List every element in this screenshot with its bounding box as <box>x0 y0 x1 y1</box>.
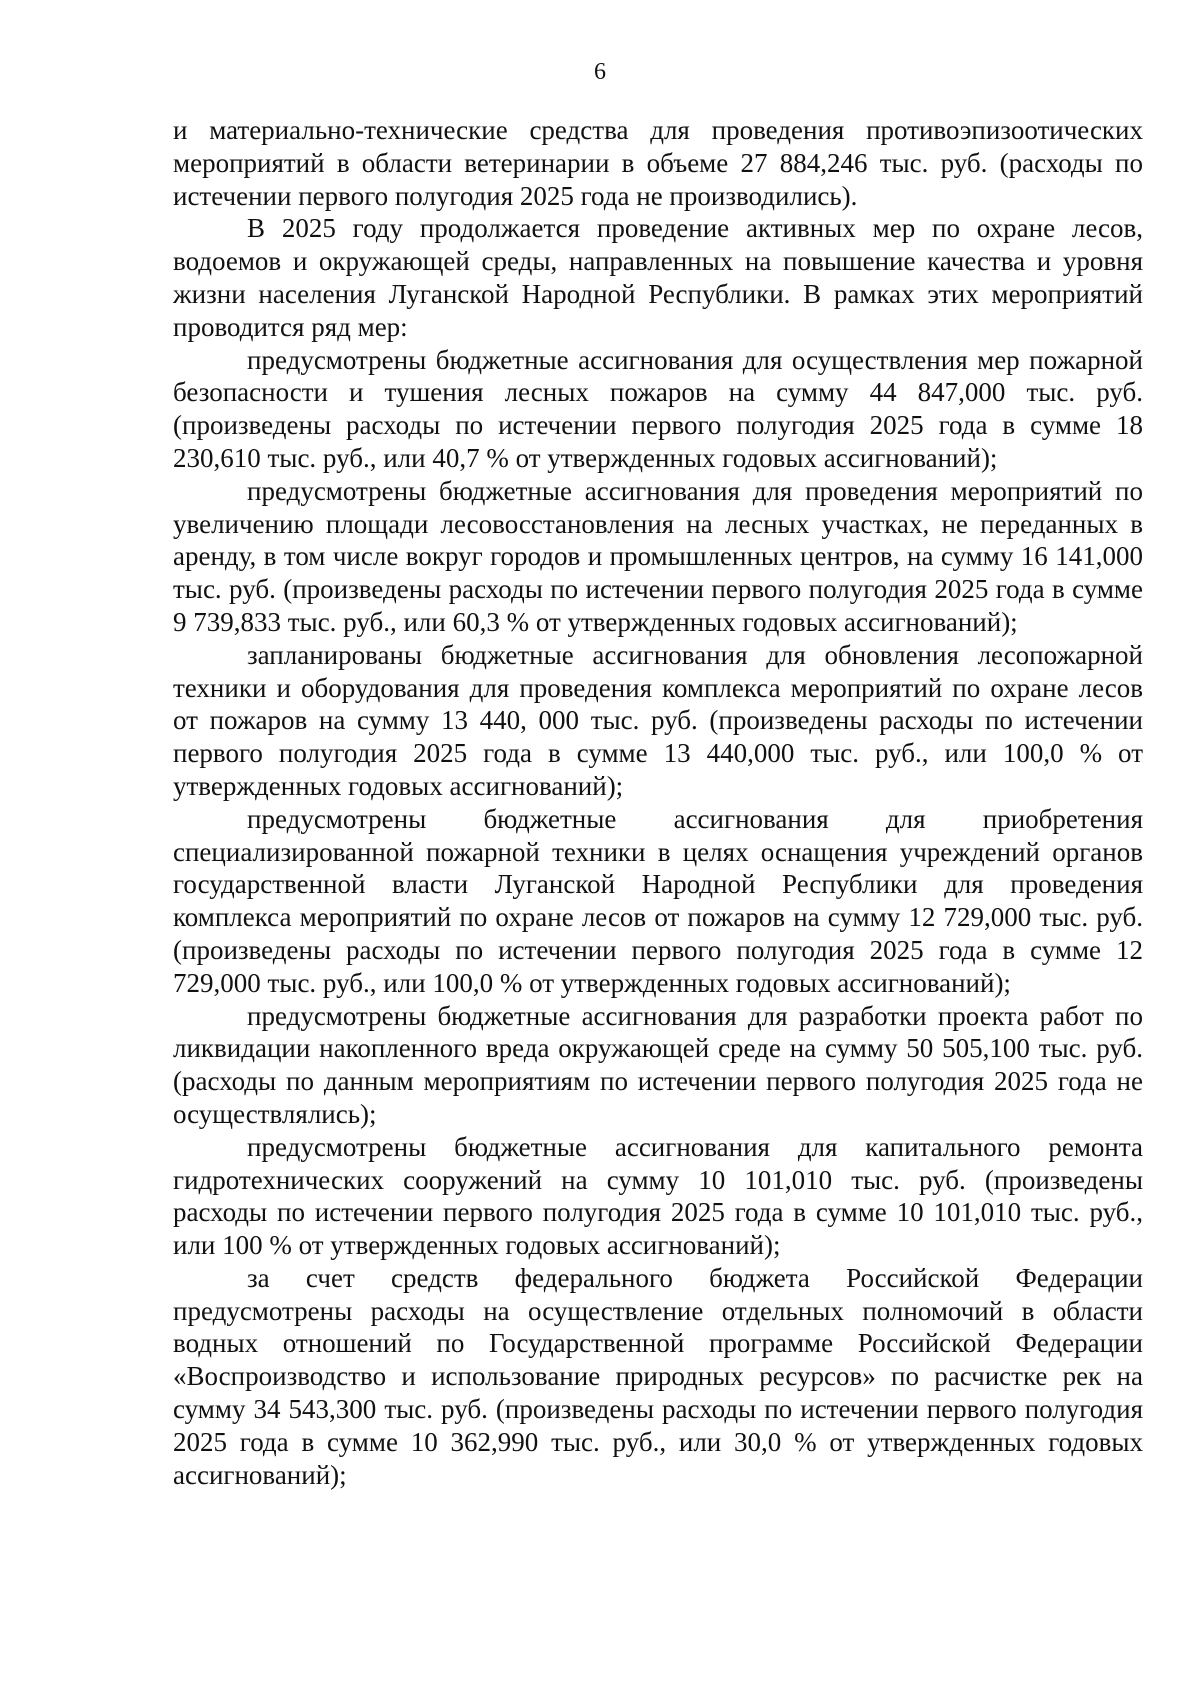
paragraph-river-clearing: за счет средств федерального бюджета Российской Федерации предусмотрены расходы на осуществление отдельных полномочий в области водных отношений по Государственной программе Российской Федерации «Воспроизводство и использование природных ресурсов» по расчистке рек на сумму 34 543,300 тыс. руб. (произведены расходы по истечении первого полугодия 2025 года в сумме 10 362,990 тыс. руб., или 30,0 % от утвержденных годовых ассигнований); <box>173 1262 1143 1490</box>
paragraph-fire-safety: предусмотрены бюджетные ассигнования для осуществления мер пожарной безопасности и тушения лесных пожаров на сумму 44 847,000 тыс. руб. (произведены расходы по истечении первого полугодия 2025 года в сумме 18 230,610 тыс. руб., или 40,7 % от утвержденных годовых ассигнований); <box>173 344 1143 473</box>
document-body <box>173 114 1143 1491</box>
paragraph-fire-vehicles: предусмотрены бюджетные ассигнования для приобретения специализированной пожарной техники в целях оснащения учреждений органов государственной власти Луганской Народной Республики для проведения комплекса мероприятий по охране лесов от пожаров на сумму 12 729,000 тыс. руб. (произведены расходы по истечении первого полугодия 2025 года в сумме 12 729,000 тыс. руб., или 100,0 % от утвержденных годовых ассигнований); <box>173 803 1143 998</box>
page-number: 6 <box>594 59 606 85</box>
paragraph-hydraulic-repair: предусмотрены бюджетные ассигнования для капитального ремонта гидротехнических сооружений на сумму 10 101,010 тыс. руб. (произведены расходы по истечении первого полугодия 2025 года в сумме 10 101,010 тыс. руб., или 100 % от утвержденных годовых ассигнований); <box>173 1131 1143 1261</box>
paragraph-reforestation: предусмотрены бюджетные ассигнования для проведения мероприятий по увеличению площади лесовосстановления на лесных участках, не переданных в аренду, в том числе вокруг городов и промышленных центров, на сумму 16 141,000 тыс. руб. (произведены расходы по истечении первого полугодия 2025 года в сумме 9 739,833 тыс. руб., или 60,3 % от утвержденных годовых ассигнований); <box>173 475 1143 637</box>
paragraph-fire-equipment-update: запланированы бюджетные ассигнования для обновления лесопожарной техники и оборудования для проведения комплекса мероприятий по охране лесов от пожаров на сумму 13 440, 000 тыс. руб. (произведены расходы по истечении первого полугодия 2025 года в сумме 13 440,000 тыс. руб., или 100,0 % от утвержденных годовых ассигнований); <box>173 639 1143 801</box>
paragraph-intro: В 2025 году продолжается проведение активных мер по охране лесов, водоемов и окружающей среды, направленных на повышение качества и уровня жизни населения Луганской Народной Республики. В рамках этих мероприятий проводится ряд мер: <box>173 213 1143 342</box>
paragraph-continuation: и материально-технические средства для проведения противоэпизоотических мероприятий в области ветеринарии в объеме 27 884,246 тыс. руб. (расходы по истечении первого полугодия 2025 года не производились). <box>173 115 1143 211</box>
paragraph-environmental-damage: предусмотрены бюджетные ассигнования для разработки проекта работ по ликвидации накопленного вреда окружающей среде на сумму 50 505,100 тыс. руб. (расходы по данным мероприятиям по истечении первого полугодия 2025 года не осуществлялись); <box>173 1000 1143 1129</box>
